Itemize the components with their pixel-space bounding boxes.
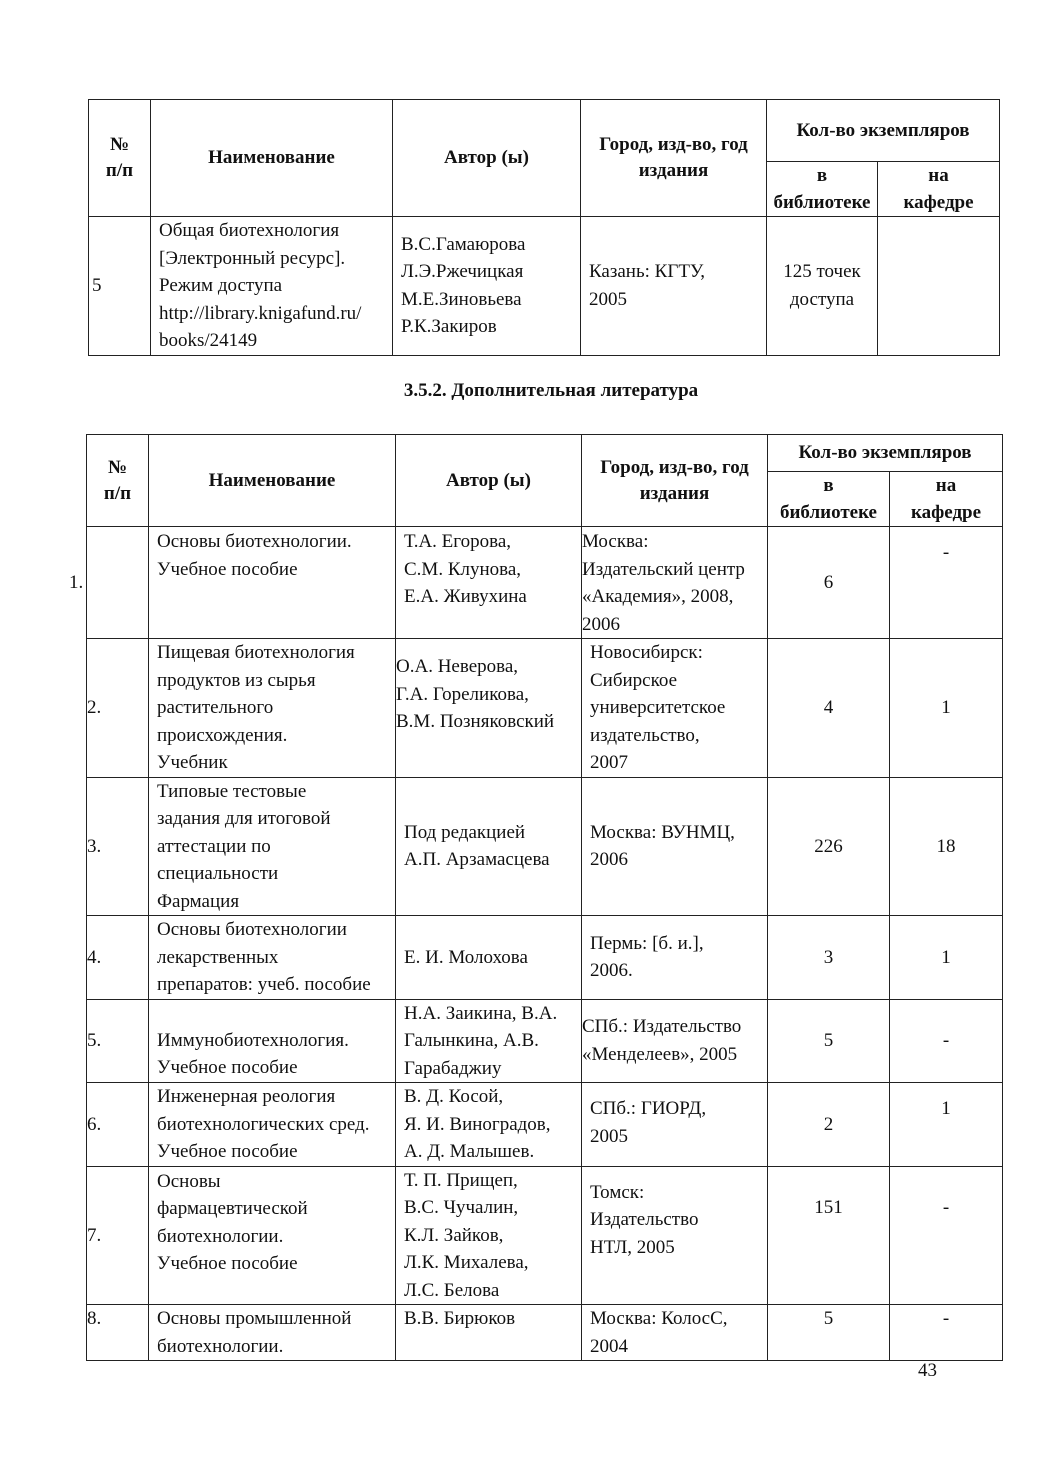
page-number: 43 <box>918 1360 937 1381</box>
row-department: 1 <box>890 916 1003 1000</box>
row-num: 3. <box>87 777 149 916</box>
row-department: - <box>890 1305 1003 1361</box>
row-num: 2. <box>87 639 149 778</box>
table-row <box>87 639 1003 778</box>
row-publisher: Казань: КГТУ, 2005 <box>581 217 767 356</box>
header-department: на кафедре <box>890 472 1003 527</box>
row-authors: В.С.Гамаюрова Л.Э.Ржечицкая М.Е.Зиновьева Р.К.Закиров <box>393 217 581 356</box>
header-num: № п/п <box>87 435 149 527</box>
row-num: 5. <box>87 999 149 1083</box>
row-library: 6 <box>768 527 890 639</box>
additional-literature-table <box>69 434 1003 1361</box>
header-authors: Автор (ы) <box>393 100 581 217</box>
row-authors: Т.А. Егорова, С.М. Клунова, Е.А. Живухина <box>396 527 582 639</box>
row-library: 3 <box>768 916 890 1000</box>
table-row <box>87 527 1003 639</box>
row-library: 151 <box>768 1166 890 1305</box>
header-library: в библиотеке <box>768 472 890 527</box>
row-publisher: Новосибирск: Сибирское университетское издательство, 2007 <box>582 639 768 778</box>
row-name: Инженерная реология биотехнологических сред. Учебное пособие <box>149 1083 396 1167</box>
table-row <box>87 1305 1003 1361</box>
header-name: Наименование <box>151 100 393 217</box>
table-row <box>87 1083 1003 1167</box>
header-library: в библиотеке <box>767 162 878 217</box>
row-name: Пищевая биотехнология продуктов из сырья растительного происхождения. Учебник <box>149 639 396 778</box>
row-authors: Т. П. Прищеп, В.С. Чучалин, К.Л. Зайков, Л.К. Михалева, Л.С. Белова <box>396 1166 582 1305</box>
row-authors: Под редакцией А.П. Арзамасцева <box>396 777 582 916</box>
row-num: 4. <box>87 916 149 1000</box>
row-authors: В.В. Бирюков <box>396 1305 582 1361</box>
table-row <box>89 217 1000 356</box>
row-department: - <box>890 527 1003 639</box>
section-title: 3.5.2. Дополнительная литература <box>403 380 699 401</box>
row-authors: Н.А. Заикина, В.А. Галынкина, А.В. Гарабаджиу <box>396 999 582 1083</box>
row-department: 1 <box>890 639 1003 778</box>
table-row <box>87 1166 1003 1305</box>
row-num: 6. <box>87 1083 149 1167</box>
table-row <box>87 916 1003 1000</box>
row-publisher: Пермь: [б. и.], 2006. <box>582 916 768 1000</box>
row-publisher: СПб.: Издательство «Менделеев», 2005 <box>582 999 768 1083</box>
row-name: Типовые тестовые задания для итоговой аттестации по специальности Фармация <box>149 777 396 916</box>
header-name: Наименование <box>149 435 396 527</box>
header-publisher: Город, изд-во, год издания <box>581 100 767 217</box>
row-name: Основы промышленной биотехнологии. <box>149 1305 396 1361</box>
row-publisher: Москва: Издательский центр «Академия», 2008, 2006 <box>582 527 768 639</box>
row-name: Общая биотехнология [Электронный ресурс]. Режим доступа http://library.knigafund.ru/ books/24149 <box>151 217 393 356</box>
table-row <box>87 999 1003 1083</box>
row-department: 18 <box>890 777 1003 916</box>
row-name: Основы биотехнологии лекарственных препаратов: учеб. пособие <box>149 916 396 1000</box>
row-authors: Е. И. Молохова <box>396 916 582 1000</box>
row-department <box>878 217 1000 356</box>
row-library: 2 <box>768 1083 890 1167</box>
row-num: 1. <box>69 527 131 639</box>
row-num: 8. <box>87 1305 149 1361</box>
row-library: 4 <box>768 639 890 778</box>
row-num: 7. <box>87 1166 149 1305</box>
row-name: Иммунобиотехнология. Учебное пособие <box>149 999 396 1083</box>
header-copies: Кол-во экземпляров <box>768 435 1003 472</box>
row-library: 5 <box>768 1305 890 1361</box>
row-publisher: СПб.: ГИОРД, 2005 <box>582 1083 768 1167</box>
row-authors: О.А. Неверова, Г.А. Гореликова, В.М. Позняковский <box>396 639 582 778</box>
row-publisher: Москва: КолосС, 2004 <box>582 1305 768 1361</box>
table-row <box>87 777 1003 916</box>
main-literature-table <box>88 99 1000 356</box>
row-library: 5 <box>768 999 890 1083</box>
row-authors: В. Д. Косой, Я. И. Виноградов, А. Д. Малышев. <box>396 1083 582 1167</box>
row-name: Основы биотехнологии. Учебное пособие <box>149 527 396 639</box>
row-department: 1 <box>890 1083 1003 1167</box>
row-library: 125 точек доступа <box>767 217 878 356</box>
row-library: 226 <box>768 777 890 916</box>
header-publisher: Город, изд-во, год издания <box>582 435 768 527</box>
row-department: - <box>890 1166 1003 1305</box>
row-department: - <box>890 999 1003 1083</box>
row-name: Основы фармацевтической биотехнологии. Учебное пособие <box>149 1166 396 1305</box>
header-copies: Кол-во экземпляров <box>767 100 1000 162</box>
header-authors: Автор (ы) <box>396 435 582 527</box>
header-num: № п/п <box>89 100 151 217</box>
header-department: на кафедре <box>878 162 1000 217</box>
row-num: 5 <box>89 217 151 356</box>
row-publisher: Москва: ВУНМЦ, 2006 <box>582 777 768 916</box>
row-publisher: Томск: Издательство НТЛ, 2005 <box>582 1166 768 1305</box>
